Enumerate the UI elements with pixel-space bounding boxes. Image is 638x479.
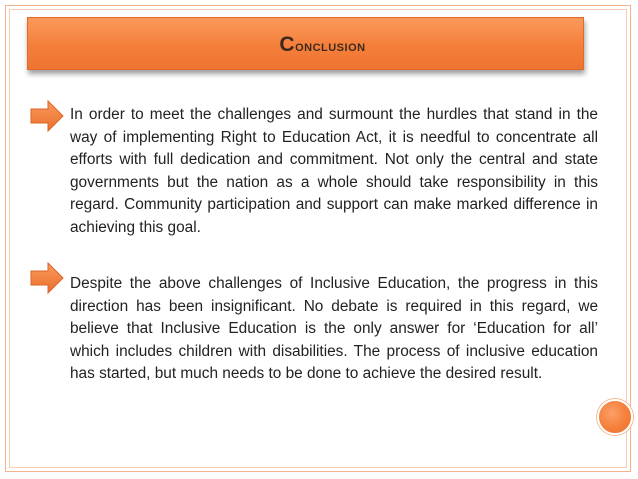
slide-title-rest: onclusion <box>295 38 366 55</box>
paragraph-1: In order to meet the challenges and surmount the hurdles that stand in the way of implementing Right to Education Act, it is needful to concentrate all efforts with full dedication and commitment. Not only the central and state governments but the nation as a whole should take responsibility in this regard. Community participation and support can make marked difference in achieving this goal. <box>70 106 598 236</box>
title-banner <box>27 17 584 70</box>
arrow-right-icon <box>30 262 64 294</box>
decorative-circle <box>597 399 633 435</box>
slide-title-initial: C <box>279 33 296 56</box>
slide-title <box>28 18 583 73</box>
arrow-right-icon <box>30 100 64 132</box>
paragraph-2: Despite the above challenges of Inclusive Education, the progress in this direction has been insignificant. No debate is required in this regard, we believe that Inclusive Education is the only answer for ‘Education for all’ which includes children with disabilities. The process of inclusive education has started, but much needs to be done to achieve the desired result. <box>70 275 598 382</box>
